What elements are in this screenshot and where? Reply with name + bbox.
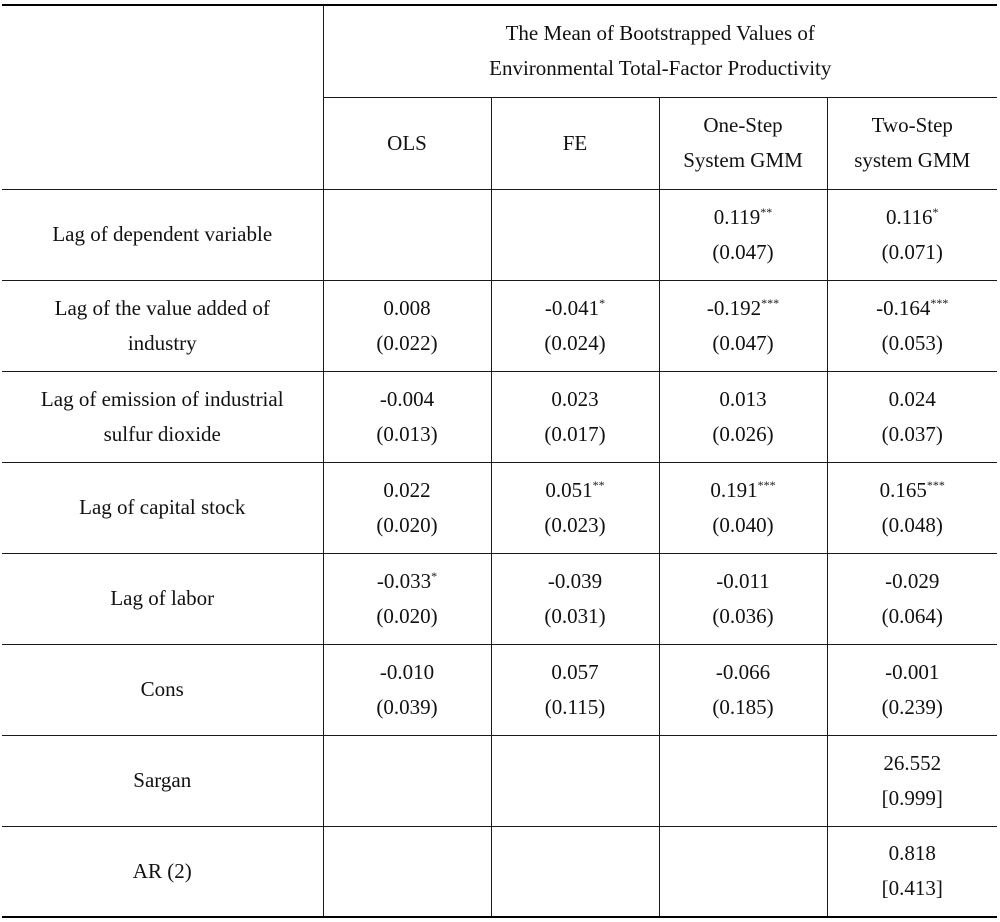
standard-error: [0.413] [881, 876, 943, 901]
standard-error: (0.020) [376, 603, 438, 628]
cell-ols [323, 462, 491, 553]
table-row [2, 553, 997, 644]
row-label-line: Lag of the value added of [54, 295, 270, 320]
coefficient-line [834, 746, 992, 781]
standard-error: [0.999] [881, 785, 943, 810]
standard-error: (0.020) [376, 512, 438, 537]
table-row [2, 644, 997, 735]
table-row [2, 735, 997, 826]
coefficient-value: -0.192 [706, 295, 762, 320]
coefficient-line [330, 382, 485, 417]
coefficient-value: 0.057 [551, 659, 599, 684]
cell-fe [491, 644, 659, 735]
cell-fe [491, 826, 659, 917]
column-header-line-1: Two-Step [871, 113, 953, 137]
cell-fe [491, 462, 659, 553]
significance-stars: * [932, 204, 939, 219]
coefficient-line [330, 473, 485, 508]
column-header-two-step-gmm [827, 97, 997, 189]
row-label-cell [2, 644, 323, 735]
regression-table [2, 4, 997, 918]
significance-stars: *** [926, 477, 945, 492]
standard-error: (0.023) [544, 512, 606, 537]
cell-two-step-gmm [827, 553, 997, 644]
cell-one-step-gmm [659, 371, 827, 462]
coefficient-line [834, 836, 992, 871]
standard-error: (0.053) [881, 330, 943, 355]
coefficient-line [666, 655, 821, 690]
coefficient-value: -0.066 [715, 659, 771, 684]
row-label-line: AR (2) [132, 858, 192, 883]
coefficient-value: -0.029 [885, 568, 940, 593]
coefficient-value: -0.011 [716, 568, 770, 593]
cell-two-step-gmm [827, 189, 997, 280]
table-row [2, 280, 997, 371]
group-title-line-2: Environmental Total-Factor Productivity [489, 56, 832, 81]
standard-error: (0.048) [881, 512, 943, 537]
column-header-ols [323, 97, 491, 189]
group-title-cell [323, 5, 997, 97]
cell-ols [323, 280, 491, 371]
column-header-fe [491, 97, 659, 189]
coefficient-line [330, 655, 485, 690]
column-header-line-2: System GMM [683, 148, 803, 172]
cell-ols [323, 644, 491, 735]
row-label-cell [2, 189, 323, 280]
coefficient-value: -0.033 [376, 568, 432, 593]
coefficient-line [498, 291, 653, 326]
column-header-line-2: system GMM [854, 148, 971, 172]
row-label-cell [2, 735, 323, 826]
coefficient-value: 0.119 [713, 204, 761, 229]
standard-error: (0.239) [881, 694, 943, 719]
coefficient-line [498, 473, 653, 508]
row-label-cell [2, 462, 323, 553]
column-header-line-1: One-Step [703, 113, 783, 137]
coefficient-value: -0.039 [547, 568, 603, 593]
column-header-line-1: OLS [387, 130, 427, 155]
standard-error: (0.040) [712, 512, 774, 537]
cell-two-step-gmm [827, 371, 997, 462]
significance-stars: * [431, 568, 438, 583]
significance-stars: * [599, 295, 606, 310]
significance-stars: *** [757, 477, 776, 492]
coefficient-line [330, 291, 485, 326]
table-row [2, 189, 997, 280]
coefficient-value: 0.024 [888, 386, 936, 411]
coefficient-value: 0.051 [545, 477, 593, 502]
coefficient-value: 0.191 [710, 477, 758, 502]
cell-one-step-gmm [659, 735, 827, 826]
cell-ols [323, 553, 491, 644]
standard-error: (0.022) [376, 330, 438, 355]
cell-fe [491, 189, 659, 280]
row-label-line: Cons [140, 677, 184, 701]
cell-fe [491, 280, 659, 371]
coefficient-line [834, 382, 992, 417]
standard-error: (0.031) [544, 603, 606, 628]
cell-fe [491, 735, 659, 826]
coefficient-value: -0.010 [379, 659, 435, 684]
cell-fe [491, 553, 659, 644]
coefficient-value: 0.022 [383, 477, 431, 502]
significance-stars: *** [761, 295, 780, 310]
cell-one-step-gmm [659, 826, 827, 917]
table-body [2, 5, 997, 917]
cell-one-step-gmm [659, 189, 827, 280]
cell-two-step-gmm [827, 644, 997, 735]
standard-error: (0.047) [712, 330, 774, 355]
header-row-group [2, 5, 997, 97]
coefficient-line [498, 382, 653, 417]
coefficient-value: -0.041 [544, 295, 600, 320]
coefficient-line [666, 200, 821, 235]
table-row [2, 371, 997, 462]
group-title-line-1: The Mean of Bootstrapped Values of [505, 21, 815, 46]
coefficient-value: -0.164 [876, 295, 931, 320]
coefficient-value: 0.013 [719, 386, 767, 411]
cell-two-step-gmm [827, 735, 997, 826]
cell-fe [491, 371, 659, 462]
cell-one-step-gmm [659, 280, 827, 371]
standard-error: (0.071) [881, 239, 943, 264]
column-header-line-1: FE [562, 130, 588, 155]
coefficient-value: 0.165 [879, 477, 927, 502]
significance-stars: ** [760, 204, 773, 219]
coefficient-line [834, 564, 992, 599]
header-corner-cell [2, 5, 323, 189]
standard-error: (0.024) [544, 330, 606, 355]
coefficient-line [834, 200, 992, 235]
coefficient-line [834, 473, 992, 508]
cell-two-step-gmm [827, 462, 997, 553]
standard-error: (0.017) [544, 421, 606, 446]
row-label-line: industry [127, 330, 197, 355]
standard-error: (0.026) [712, 421, 774, 446]
row-label-cell [2, 826, 323, 917]
standard-error: (0.037) [881, 421, 943, 446]
standard-error: (0.013) [376, 421, 438, 446]
coefficient-value: 0.023 [551, 386, 599, 411]
standard-error: (0.115) [544, 694, 606, 719]
coefficient-line [666, 291, 821, 326]
row-label-line: Lag of dependent variable [52, 222, 273, 246]
row-label-cell [2, 280, 323, 371]
cell-ols [323, 189, 491, 280]
cell-one-step-gmm [659, 462, 827, 553]
standard-error: (0.036) [712, 603, 774, 628]
coefficient-value: 26.552 [883, 750, 942, 775]
coefficient-line [834, 291, 992, 326]
coefficient-line [330, 564, 485, 599]
column-header-one-step-gmm [659, 97, 827, 189]
standard-error: (0.185) [712, 694, 774, 719]
coefficient-line [666, 564, 821, 599]
standard-error: (0.047) [712, 239, 774, 264]
cell-two-step-gmm [827, 280, 997, 371]
cell-ols [323, 826, 491, 917]
significance-stars: ** [592, 477, 605, 492]
significance-stars: *** [930, 295, 949, 310]
table-row [2, 462, 997, 553]
table-row [2, 826, 997, 917]
coefficient-line [498, 655, 653, 690]
cell-one-step-gmm [659, 553, 827, 644]
cell-one-step-gmm [659, 644, 827, 735]
coefficient-line [666, 382, 821, 417]
standard-error: (0.064) [881, 603, 943, 628]
coefficient-value: 0.008 [383, 295, 431, 320]
cell-ols [323, 735, 491, 826]
coefficient-line [498, 564, 653, 599]
row-label-line: sulfur dioxide [103, 421, 221, 446]
coefficient-value: -0.001 [885, 659, 940, 684]
row-label-line: Lag of emission of industrial [40, 386, 284, 411]
coefficient-line [834, 655, 992, 690]
standard-error: (0.039) [376, 694, 438, 719]
cell-ols [323, 371, 491, 462]
row-label-cell [2, 371, 323, 462]
coefficient-line [666, 473, 821, 508]
coefficient-value: 0.818 [888, 841, 936, 866]
row-label-line: Lag of labor [110, 586, 215, 610]
row-label-line: Sargan [133, 768, 192, 792]
coefficient-value: 0.116 [886, 204, 933, 229]
cell-two-step-gmm [827, 826, 997, 917]
row-label-line: Lag of capital stock [79, 495, 246, 519]
row-label-cell [2, 553, 323, 644]
coefficient-value: -0.004 [379, 386, 435, 411]
